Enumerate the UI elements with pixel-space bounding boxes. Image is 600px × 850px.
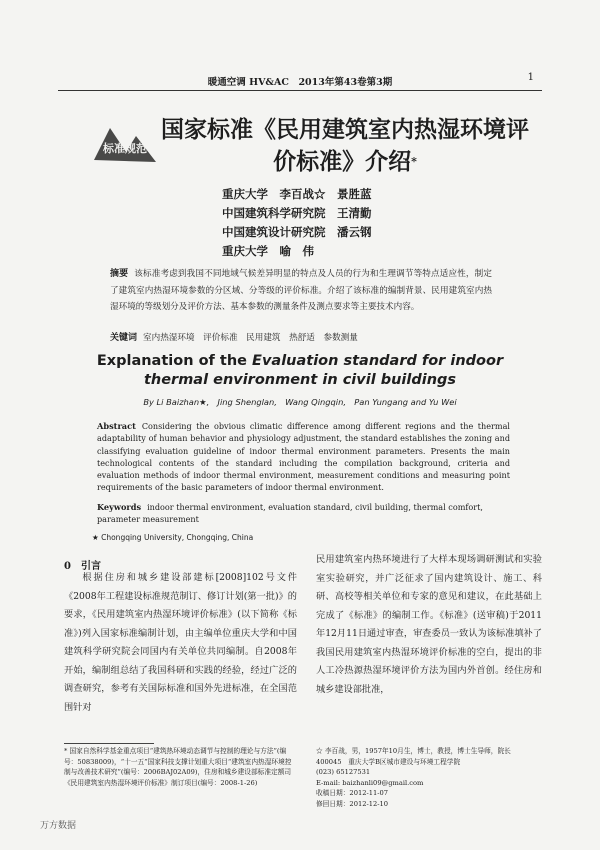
running-header: 暖通空调 HV&AC 2013年第43卷第3期: [207, 77, 393, 88]
header-rule: [58, 90, 542, 91]
funding-footnote: * 国家自然科学基金重点项目“建筑热环境动态调节与控制的理论与方法”(编号：50838009)，“十一五”国家科技支撑计划重大项目“建筑室内热湿环境控制与改善技术研究”(编号：2006BAJ02A09)，住房和城乡建设部标准定额司《民用建筑室内热湿环境评价标准》制订项目(编号：2008-1-26): [64, 747, 292, 787]
author-footnote: [316, 746, 542, 810]
title-en-line2: thermal environment in civil buildings: [143, 372, 457, 388]
keywords-cn-text: 室内热湿环境 评价标准 民用建筑 热舒适 参数测量: [143, 333, 358, 343]
abstract-en-text: Considering the obvious climatic difference among different regions and the thermal adaptability of human behavior and physiology adjustment, the standard establishes the zoning and classifying evaluation guideline of indoor thermal environment parameters. Presents the main technological contents of the standard including the compilation background, criteria and evaluation methods of indoor thermal environment, measurement conditions and measuring point requirements of the basic parameters of indoor thermal environment.: [97, 421, 510, 493]
abstract-en-label: Abstract: [97, 421, 136, 431]
author-note-line: 400045 重庆大学B区城市建设与环境工程学院: [316, 757, 461, 766]
paper-title-cn: [150, 114, 540, 178]
author-line-1: 重庆大学 李百战☆ 景胜蓝: [222, 187, 372, 201]
author-line-4: 重庆大学 喻 伟: [222, 244, 314, 258]
keywords-en-label: Keywords: [97, 502, 142, 512]
title-footnote-mark: *: [411, 155, 417, 168]
author-note-line: ☆ 李百战，男，1957年10月生，博士，教授，博士生导师，院长: [316, 747, 511, 755]
paper-title-cn-text: 国家标准《民用建筑室内热湿环境评价标准》介绍: [161, 116, 529, 175]
abstract-cn-label: 摘要: [110, 269, 129, 279]
abstract-cn-text: 该标准考虑到我国不同地域气候差异明显的特点及人员的行为和生理调节等特点适应性，制定了建筑室内热湿环境参数的分区域、分等级的评价标准。介绍了该标准的编制背景、民用建筑室内热湿环境的等级划分及评价方法、基本参数的测量条件及测点要求等主要技术内容。: [110, 269, 492, 312]
authors-en: By Li Baizhan★, Jing Shenglan, Wang Qingqin, Pan Yungang and Yu Wei: [143, 397, 457, 407]
body-text-left-column: 根据住房和城乡建设部建标[2008]102号文件《2008年工程建设标准规范制订、修订计划(第一批)》的要求，《民用建筑室内热湿环境评价标准》(以下简称《标准》)列入国家标准编制计划，由主编单位重庆大学和中国建筑科学研究院会同国内有关单位共同编制。自2008年开始，编制组总结了我国科研和实践的经验，经过广泛的调查研究，参考有关国际标准和国外先进标准，在全国范围针对: [64, 572, 297, 713]
keywords-en-text: indoor thermal environment, evaluation standard, civil building, thermal comfort, parameter measurement: [97, 502, 483, 525]
body-text-right-column: 民用建筑室内热环境进行了大样本现场调研测试和实验室实验研究，并广泛征求了国内建筑设计、施工、科研、高校等相关单位和专家的意见和建议，在此基础上完成了《标准》的编制工作。《标准》(送审稿)于2011年12月11日通过审查，审查委员一致认为该标准填补了我国民用建筑室内热湿环境评价标准的空白，提出的非人工冷热源热湿环境评价方法为国内外首创。经住房和城乡建设部批准，: [316, 554, 542, 695]
footnote-rule: [64, 743, 154, 744]
author-line-3: 中国建筑设计研究院 潘云钢: [222, 225, 372, 239]
watermark: 万方数据: [40, 821, 77, 831]
author-note-line: E-mail: baizhanli09@gmail.com: [316, 778, 424, 787]
title-en-line1: Explanation of the: [96, 353, 253, 369]
paper-title-en: [80, 352, 520, 390]
affiliation-en: ★ Chongqing University, Chongqing, China: [92, 533, 254, 542]
keywords-cn-label: 关键词: [110, 333, 138, 343]
section-heading: 0 引言: [64, 561, 101, 572]
author-note-line: (023) 65127531: [316, 768, 371, 777]
keywords-en: [97, 501, 510, 526]
author-note-line: 收稿日期：2012-11-07: [316, 789, 388, 798]
title-en-line1-italic: Evaluation standard for indoor: [252, 353, 504, 369]
keywords-cn: [110, 330, 492, 343]
abstract-en: [97, 420, 510, 494]
author-line-2: 中国建筑科学研究院 王清勤: [222, 206, 372, 220]
abstract-cn: [110, 266, 492, 316]
author-note-line: 修回日期：2012-12-10: [316, 799, 388, 808]
column-badge-text: 标准规范: [103, 142, 147, 155]
page-number: 1: [527, 72, 534, 83]
